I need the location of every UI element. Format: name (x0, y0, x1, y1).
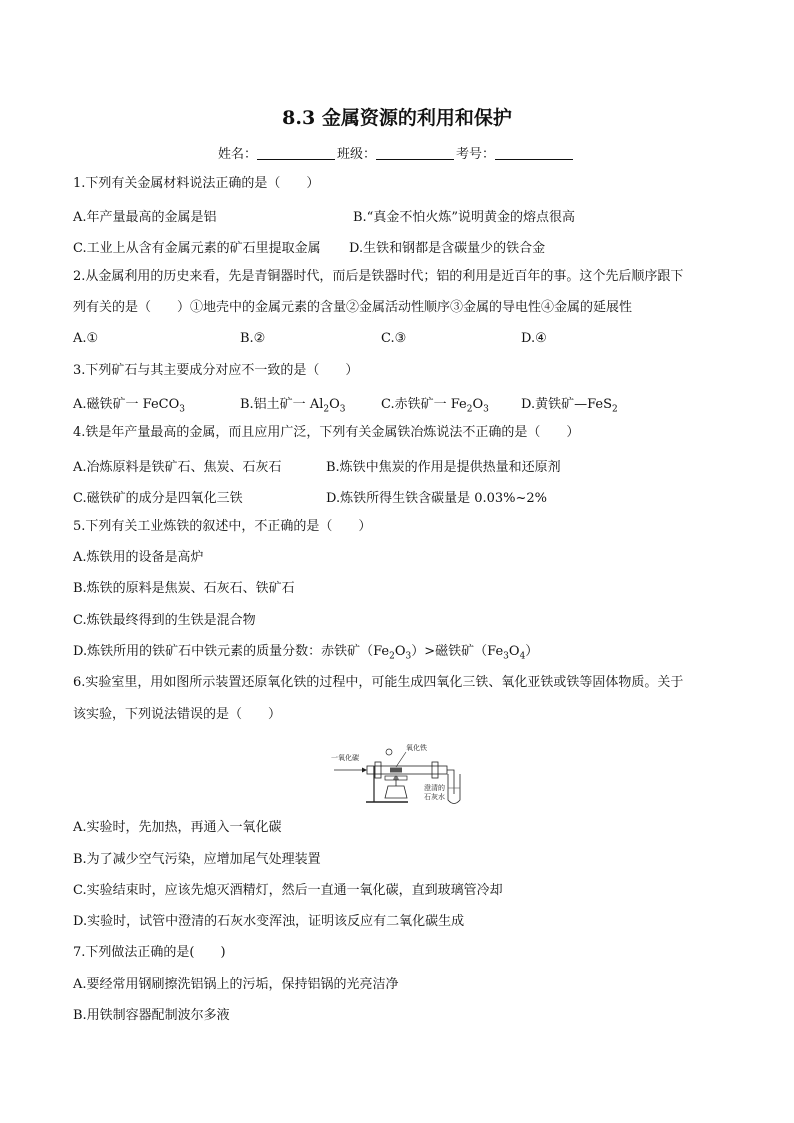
q6-option-b: B.为了减少空气污染，应增加尾气处理装置 (73, 852, 321, 867)
q3-option-a: A.磁铁矿一 FeCO$_3$ (73, 397, 185, 415)
q4-option-c: C.磁铁矿的成分是四氧化三铁 (73, 491, 243, 506)
q7-option-a: A.要经常用钢刷擦洗铝锅上的污垢，保持铝锅的光亮洁净 (73, 977, 399, 992)
q4-option-d: D.炼铁所得生铁含碳量是 0.03%~2% (326, 491, 548, 506)
stopper-right (432, 762, 438, 778)
q2-stem-line1: 2.从金属利用的历史来看，先是青铜器时代，而后是铁器时代；铝的利用是近百年的事。这个先后顺序跟下 (73, 269, 684, 284)
q5-option-a: A.炼铁用的设备是高炉 (73, 550, 204, 565)
q2-option-c: C.③ (381, 331, 407, 346)
number-label: 考号： (456, 147, 496, 162)
label-limewater-2: 石灰水 (424, 793, 445, 801)
clamp-knob (386, 749, 392, 755)
q1-option-a: A.年产量最高的金属是铝 (73, 210, 217, 225)
q4-option-a: A.冶炼原料是铁矿石、焦炭、石灰石 (73, 460, 282, 475)
q3-option-b: B.铝土矿一 $Al_2O_3$ (240, 397, 346, 415)
q4-stem: 4.铁是年产量最高的金属，而且应用广泛，下列有关金属铁冶炼说法不正确的是（ ） (73, 425, 580, 440)
q2-option-b: B.② (240, 331, 266, 346)
iron-oxide-powder (390, 768, 402, 773)
q7-stem: 7.下列做法正确的是( ) (73, 945, 226, 960)
q3-stem: 3.下列矿石与其主要成分对应不一致的是（ ） (73, 363, 359, 378)
q1-option-d: D.生铁和钢都是含碳量少的铁合金 (349, 241, 546, 256)
q6-stem-line1: 6.实验室里，用如图所示装置还原氧化铁的过程中，可能生成四氧化三铁、氧化亚铁或铁等固体物质。关于 (73, 675, 684, 690)
q1-option-c: C.工业上从含有金属元素的矿石里提取金属 (73, 241, 321, 256)
q3-option-d: D.黄铁矿—FeS$_2$ (521, 397, 618, 415)
label-limewater-1: 澄清的 (424, 784, 445, 792)
name-blank[interactable] (257, 145, 335, 160)
label-fe2o3: 氧化铁 (406, 744, 427, 752)
apparatus-figure (330, 738, 470, 808)
q1-stem: 1.下列有关金属材料说法正确的是（ ） (73, 176, 320, 191)
q6-option-a: A.实验时，先加热，再通入一氧化碳 (73, 820, 282, 835)
q7-option-b: B.用铁制容器配制波尔多液 (73, 1008, 230, 1023)
class-label: 班级： (337, 147, 377, 162)
q3-option-c: C.赤铁矿一 $Fe_2O_3$ (381, 397, 489, 415)
q1-option-b: B.“真金不怕火炼”说明黄金的熔点很高 (353, 210, 575, 225)
q4-option-b: B.炼铁中焦炭的作用是提供热量和还原剂 (326, 460, 561, 475)
q5-option-d: D.炼铁所用的铁矿石中铁元素的质量分数：赤铁矿$(Fe_2O_3)>$磁铁矿$(Fe_3O_4)$ (73, 644, 539, 662)
page-title: 8.3 金属资源的利用和保护 (282, 107, 512, 129)
q2-stem-line2: 列有关的是（ ）①地壳中的金属元素的含量②金属活动性顺序③金属的导电性④金属的延展性 (73, 300, 633, 315)
fe2o3-pointer (396, 752, 406, 767)
class-blank[interactable] (376, 145, 454, 160)
alcohol-lamp (385, 786, 407, 798)
q5-option-b: B.炼铁的原料是焦炭、石灰石、铁矿石 (73, 581, 295, 596)
q6-option-d: D.实验时，试管中澄清的石灰水变浑浊，证明该反应有二氧化碳生成 (73, 914, 465, 929)
label-co: 一氧化碳 (331, 754, 359, 762)
stopper-left (375, 762, 381, 778)
q5-stem: 5.下列有关工业炼铁的叙述中，不正确的是（ ） (73, 519, 372, 534)
glass-tube (367, 766, 447, 774)
q6-stem-line2: 该实验，下列说法错误的是（ ） (73, 707, 282, 722)
q2-option-d: D.④ (521, 331, 547, 346)
name-label: 姓名： (218, 147, 258, 162)
q6-option-c: C.实验结束时，应该先熄灭酒精灯，然后一直通一氧化碳，直到玻璃管冷却 (73, 883, 503, 898)
number-blank[interactable] (495, 145, 573, 160)
q5-option-c: C.炼铁最终得到的生铁是混合物 (73, 613, 256, 628)
co-arrow-head (362, 768, 367, 773)
q2-option-a: A.① (73, 331, 99, 346)
student-info-line (218, 143, 575, 162)
